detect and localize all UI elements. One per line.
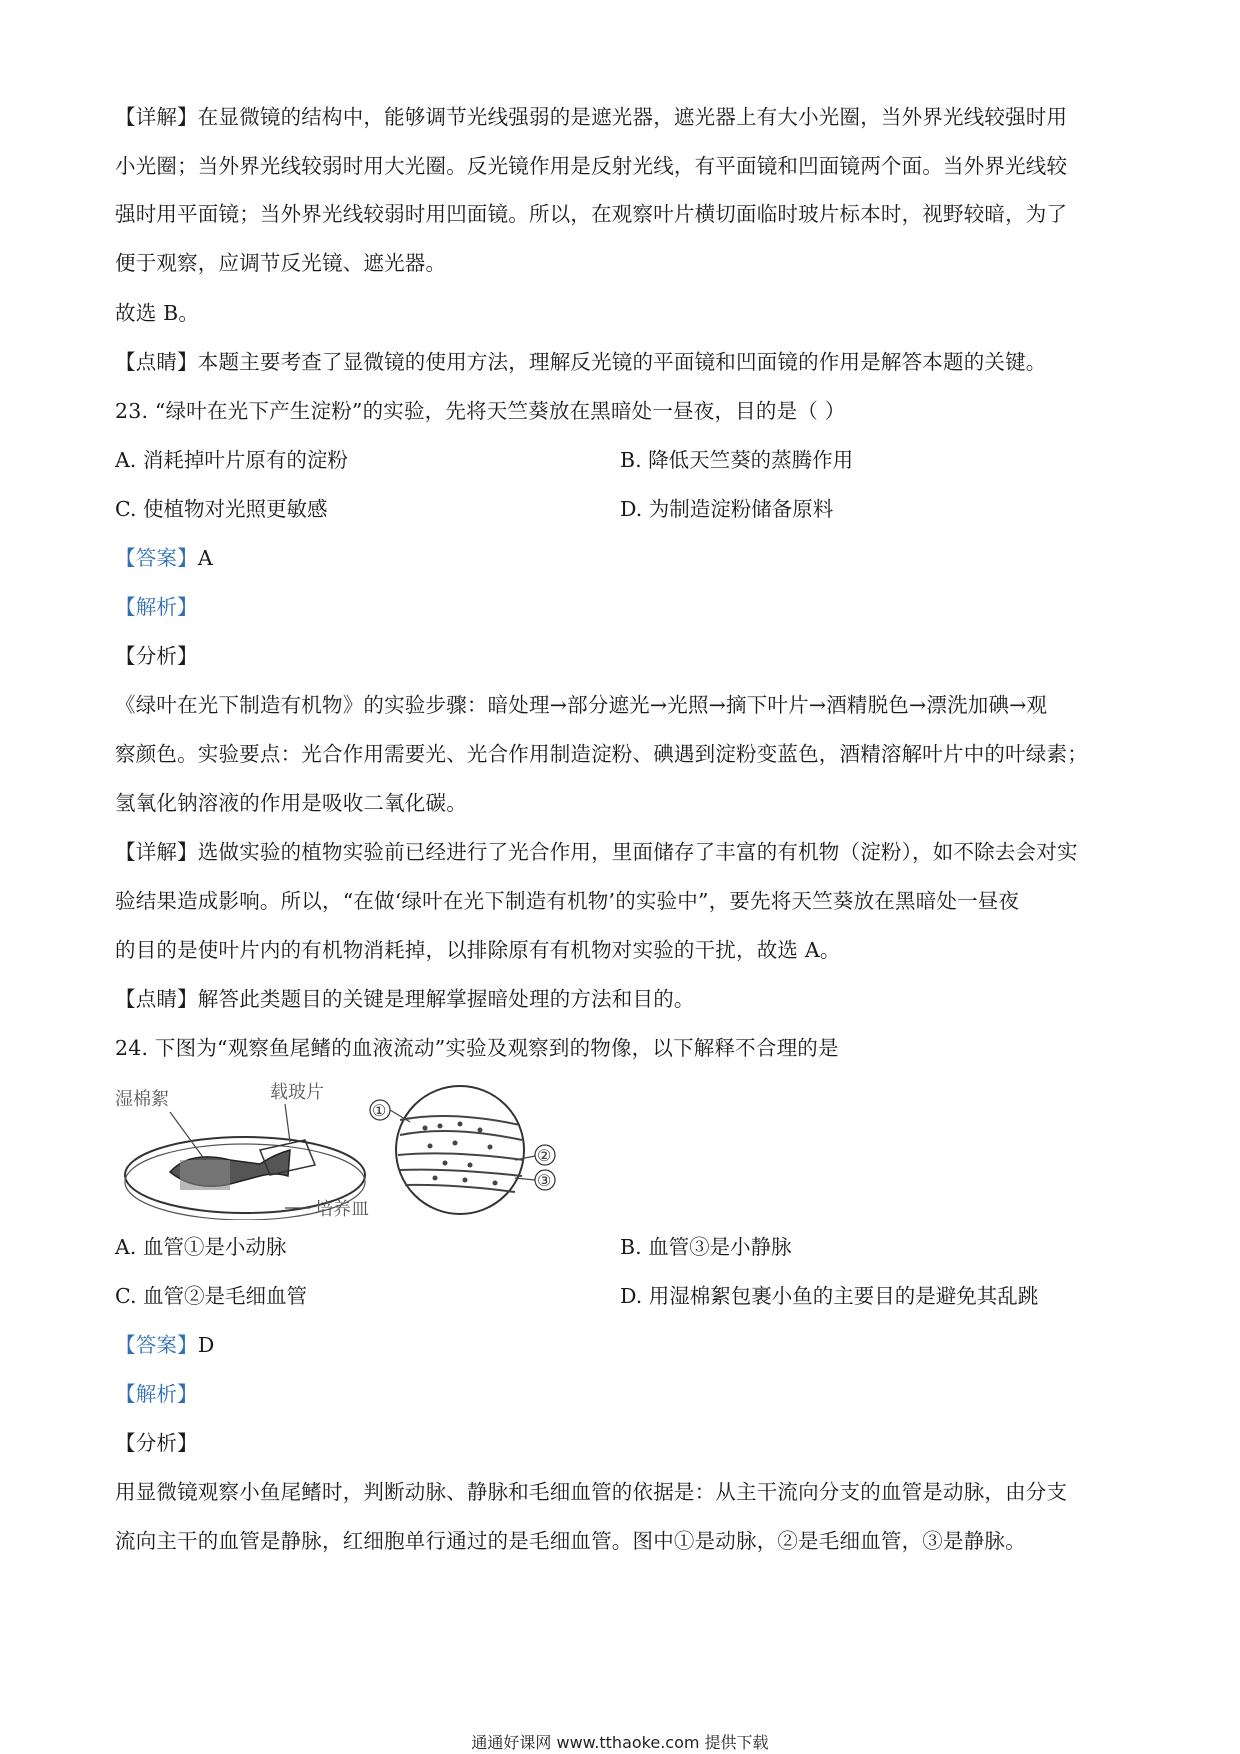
label-vessel-3: ③ xyxy=(537,1171,552,1190)
q24-option-a: A. 血管①是小动脉 xyxy=(115,1235,287,1259)
q23-option-b: B. 降低天竺葵的蒸腾作用 xyxy=(620,448,854,472)
page-footer: 通通好课网 www.tthaoke.com 提供下载 xyxy=(471,1733,769,1752)
q22-detail-line-4: 便于观察，应调节反光镜、遮光器。 xyxy=(115,251,447,275)
label-wet-cotton: 湿棉絮 xyxy=(115,1089,169,1110)
q24-fenxi-label: 【分析】 xyxy=(115,1431,198,1455)
q24-answer: D xyxy=(197,1333,215,1357)
q24-option-d: D. 用湿棉絮包裹小鱼的主要目的是避免其乱跳 xyxy=(620,1284,1039,1308)
q23-fenxi-line-3: 氢氧化钠溶液的作用是吸收二氧化碳。 xyxy=(115,791,467,815)
q24-option-c: C. 血管②是毛细血管 xyxy=(115,1284,307,1308)
label-glass-slide: 载玻片 xyxy=(270,1082,324,1103)
q23-fenxi-line-1: 《绿叶在光下制造有机物》的实验步骤：暗处理→部分遮光→光照→摘下叶片→酒精脱色→漂洗加碘→观 xyxy=(115,693,1048,717)
q23-comment: 【点睛】解答此类题目的关键是理解掌握暗处理的方法和目的。 xyxy=(115,987,695,1011)
q24-answer-label: 【答案】 xyxy=(115,1333,198,1357)
cotton-wrap-shape xyxy=(180,1160,230,1190)
q24-fenxi-line-1: 用显微镜观察小鱼尾鳍时，判断动脉、静脉和毛细血管的依据是：从主干流向分支的血管是动脉，由分支 xyxy=(115,1480,1068,1504)
q23-detail-line-3: 的目的是使叶片内的有机物消耗掉，以排除原有有机物对实验的干扰，故选 A。 xyxy=(115,938,841,962)
q22-detail-line-1: 【详解】在显微镜的结构中，能够调节光线强弱的是遮光器，遮光器上有大小光圈，当外界光线较强时用 xyxy=(115,105,1068,129)
q23-option-a: A. 消耗掉叶片原有的淀粉 xyxy=(115,448,348,472)
q23-detail-line-2: 验结果造成影响。所以，“在做‘绿叶在光下制造有机物’的实验中”，要先将天竺葵放在黑暗处一昼夜 xyxy=(115,889,1020,913)
q23-fenxi-line-2: 察颜色。实验要点：光合作用需要光、光合作用制造淀粉、碘遇到淀粉变蓝色，酒精溶解叶片中的叶绿素； xyxy=(115,742,1088,766)
label-vessel-2: ② xyxy=(537,1146,552,1165)
q24-option-b: B. 血管③是小静脉 xyxy=(620,1235,792,1259)
microscope-field-shape xyxy=(396,1086,524,1214)
q24-answer-row xyxy=(115,1330,1135,1360)
q22-choice: 故选 B。 xyxy=(115,301,200,325)
q23-fenxi-label: 【分析】 xyxy=(115,644,198,668)
fish-tail-experiment-figure xyxy=(110,1080,590,1220)
q23-question: 23. “绿叶在光下产生淀粉”的实验，先将天竺葵放在黑暗处一昼夜，目的是（ ） xyxy=(115,399,846,423)
q24-question: 24. 下图为“观察鱼尾鳍的血液流动”实验及观察到的物像，以下解释不合理的是 xyxy=(115,1036,839,1060)
q23-answer-row xyxy=(115,543,1135,573)
q23-option-c: C. 使植物对光照更敏感 xyxy=(115,497,328,521)
q22-comment: 【点睛】本题主要考查了显微镜的使用方法，理解反光镜的平面镜和凹面镜的作用是解答本题的关键。 xyxy=(115,350,1047,374)
q23-analysis-label: 【解析】 xyxy=(115,595,198,619)
q23-answer: A xyxy=(197,546,213,570)
q23-detail-line-1: 【详解】选做实验的植物实验前已经进行了光合作用，里面储存了丰富的有机物（淀粉），如不除去会对实 xyxy=(115,840,1078,864)
q22-detail-line-2: 小光圈；当外界光线较弱时用大光圈。反光镜作用是反射光线，有平面镜和凹面镜两个面。当外界光线较 xyxy=(115,154,1068,178)
q22-detail-line-3: 强时用平面镜；当外界光线较弱时用凹面镜。所以，在观察叶片横切面临时玻片标本时，视野较暗，为了 xyxy=(115,202,1068,226)
q24-fenxi-line-2: 流向主干的血管是静脉，红细胞单行通过的是毛细血管。图中①是动脉，②是毛细血管，③是静脉。 xyxy=(115,1529,1026,1553)
q23-answer-label: 【答案】 xyxy=(115,546,198,570)
q24-analysis-label: 【解析】 xyxy=(115,1382,198,1406)
label-petri-dish: 培养皿 xyxy=(315,1199,369,1220)
q23-option-d: D. 为制造淀粉储备原料 xyxy=(620,497,834,521)
label-vessel-1: ① xyxy=(372,1101,387,1120)
